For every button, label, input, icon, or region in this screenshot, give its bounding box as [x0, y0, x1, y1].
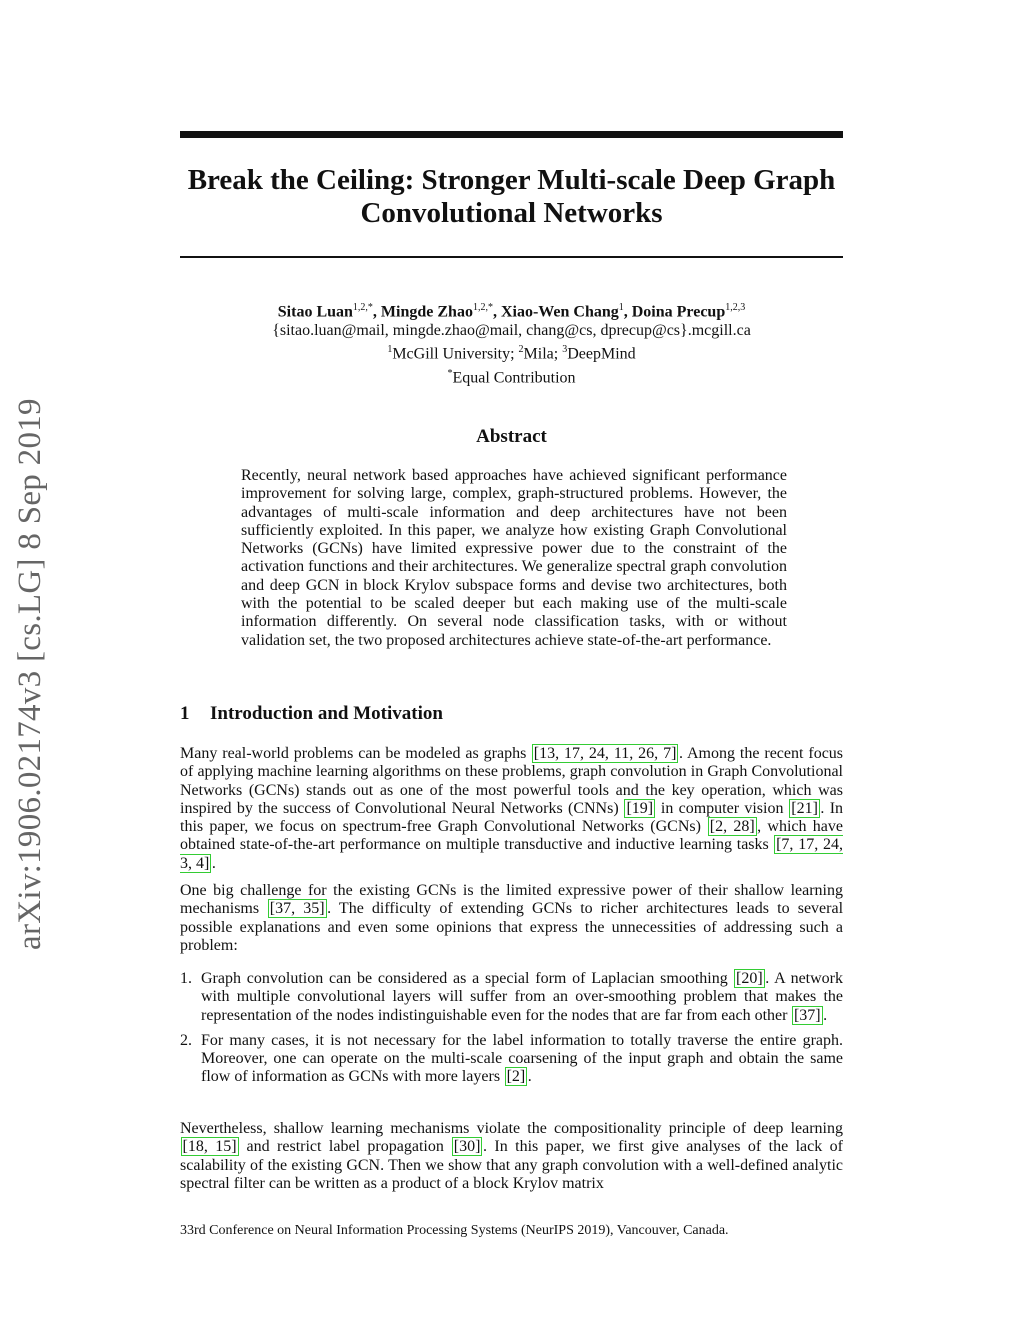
list-item-text: Graph convolution can be considered as a special form of Laplacian smoothing [201, 970, 734, 987]
affiliation-name: Mila; [523, 345, 563, 363]
author-list: Sitao Luan$^{1,2,*}$, Mingde Zhao$^{1,2,*}$, Xiao-Wen Chang$^1$, Doina Precup$^{1,2,3}$ [277, 302, 746, 321]
paragraph-text: , which have obtained state-of-the-art performance on multiple transductive and inductive learning tasks [180, 818, 843, 854]
author-affiliation-marker: 1,2,3 [725, 302, 746, 313]
citation-link[interactable]: [13, 17, 24, 11, 26, 7] [533, 745, 677, 762]
citation-link[interactable]: [2, 28] [709, 818, 755, 836]
paragraph-text: in computer vision [655, 799, 789, 817]
citation-link[interactable]: [7, 17, 24, 3, 4] [180, 836, 844, 872]
citation-link[interactable]: [20] [736, 970, 763, 987]
paragraph-text: . In this paper, we focus on spectrum-free Graph Convolutional Networks (GCNs) [180, 799, 844, 836]
list-item-text: . A network with multiple convolutional layers will suffer from an over-smoothing problem that makes the representation of the nodes indistinguishable even for the nodes that are far from each other [201, 970, 844, 1024]
abstract-heading: Abstract [476, 426, 547, 447]
arxiv-identifier-stamp: arXiv:1906.02174v3 [cs.LG] 8 Sep 2019 [12, 398, 48, 950]
title-top-rule [180, 131, 843, 138]
section-number: 1 [180, 703, 190, 724]
paragraph-text: One big challenge for the existing GCNs is the limited expressive power of their shallow learning mechanisms [180, 882, 843, 918]
list-marker: 1. [180, 970, 192, 987]
affiliation-name: McGill University; [392, 345, 519, 363]
author-emails: {sitao.luan@mail, mingde.zhao@mail, chang@cs, dprecup@cs}.mcgill.ca [272, 322, 751, 340]
author-name: Xiao-Wen Chang [500, 303, 619, 321]
conference-footer: 33rd Conference on Neural Information Processing Systems (NeurIPS 2019), Vancouver, Canada. [180, 1223, 729, 1238]
paragraph-text: . The difficulty of extending GCNs to richer architectures leads to several possible explanations and even some opinions that express the unnecessities of addressing such a problem: [180, 900, 844, 954]
paper-title: Break the Ceiling: Stronger Multi-scale Deep Graph Convolutional Networks [187, 164, 836, 229]
affiliation-marker: 3 [562, 344, 568, 356]
citation-link[interactable]: [2] [506, 1068, 526, 1086]
paragraph-text: . [211, 854, 216, 872]
author-name: Mingde Zhao [380, 303, 473, 321]
citation-link[interactable]: [18, 15] [182, 1138, 237, 1156]
list-item [180, 1032, 843, 1087]
affiliations [180, 340, 843, 363]
section-heading [180, 703, 843, 725]
author-affiliation-marker: 1 [618, 302, 624, 313]
section-title: Introduction and Motivation [210, 703, 443, 724]
list-item [180, 970, 843, 1025]
citation-link[interactable]: [30] [453, 1138, 481, 1156]
paragraph-text: . In this paper, we first give analyses of the lack of scalability of the existing GCN. Then we show that any graph convolution with a well-defined analytic spectral filter can be written as a product of a block Krylov matrix [180, 1138, 844, 1192]
abstract-body: Recently, neural network based approaches have achieved significant performance improvement for solving large, complex, graph-structured problems. However, the advantages of multi-scale information and deep architectures have not been sufficiently exploited. In this paper, we analyze how existing Graph Convolutional Networks (GCNs) have limited expressive power due to the constraint of the activation functions and their architectures. We generalize spectral graph convolution and deep GCN in block Krylov subspace forms and devise two architectures, both with the potential to be scaled deeper but each making use of the multi-scale information differently. On several node classification tasks, with or without validation set, the two proposed architectures achieve state-of-the-art performance. [241, 467, 787, 649]
equal-contribution-text: Equal Contribution [452, 368, 576, 386]
citation-link[interactable]: [21] [791, 799, 818, 817]
paragraph-text: . Among the recent focus of applying machine learning algorithms on these problems, graph convolution in Graph Convolutional Networks (GCNs) stands out as one of the most powerful tools and the key operation, which was inspired by the success of Convolutional Neural Networks (CNNs) [180, 745, 844, 817]
citation-link[interactable]: [19] [626, 799, 654, 817]
intro-paragraph-1 [180, 745, 843, 873]
paragraph-text: Nevertheless, shallow learning mechanisms violate the compositionality principle of deep learning [180, 1120, 843, 1137]
paragraph-text: and restrict label propagation [239, 1138, 452, 1156]
paragraph-text: Many real-world problems can be modeled as graphs [180, 745, 532, 762]
list-marker: 2. [180, 1031, 192, 1049]
author-block [180, 298, 843, 387]
author-affiliation-marker: 1,2,* [352, 302, 373, 313]
author-name: Sitao Luan [277, 303, 353, 321]
list-item-text: For many cases, it is not necessary for the label information to totally traverse the entire graph. Moreover, one can operate on the multi-scale coarsening of the input graph and obtain the same flow of information as GCNs with more layers [201, 1031, 843, 1086]
numbered-list [180, 970, 843, 1087]
intro-paragraph-3 [180, 1120, 843, 1193]
intro-paragraph-2 [180, 882, 843, 955]
title-bottom-rule [180, 256, 843, 258]
list-item-text: . [823, 1006, 828, 1024]
affiliation-name: DeepMind [567, 345, 636, 363]
citation-link[interactable]: [37, 35] [269, 900, 325, 918]
equal-contribution-note [180, 364, 843, 387]
equal-contribution-marker: * [447, 367, 453, 379]
author-name: Doina Precup [631, 303, 726, 321]
author-affiliation-marker: 1,2,* [472, 302, 493, 313]
affiliation-marker: 2 [518, 344, 524, 356]
citation-link[interactable]: [37] [793, 1006, 821, 1024]
affiliation-marker: 1 [387, 344, 393, 356]
list-item-text: . [527, 1068, 532, 1086]
